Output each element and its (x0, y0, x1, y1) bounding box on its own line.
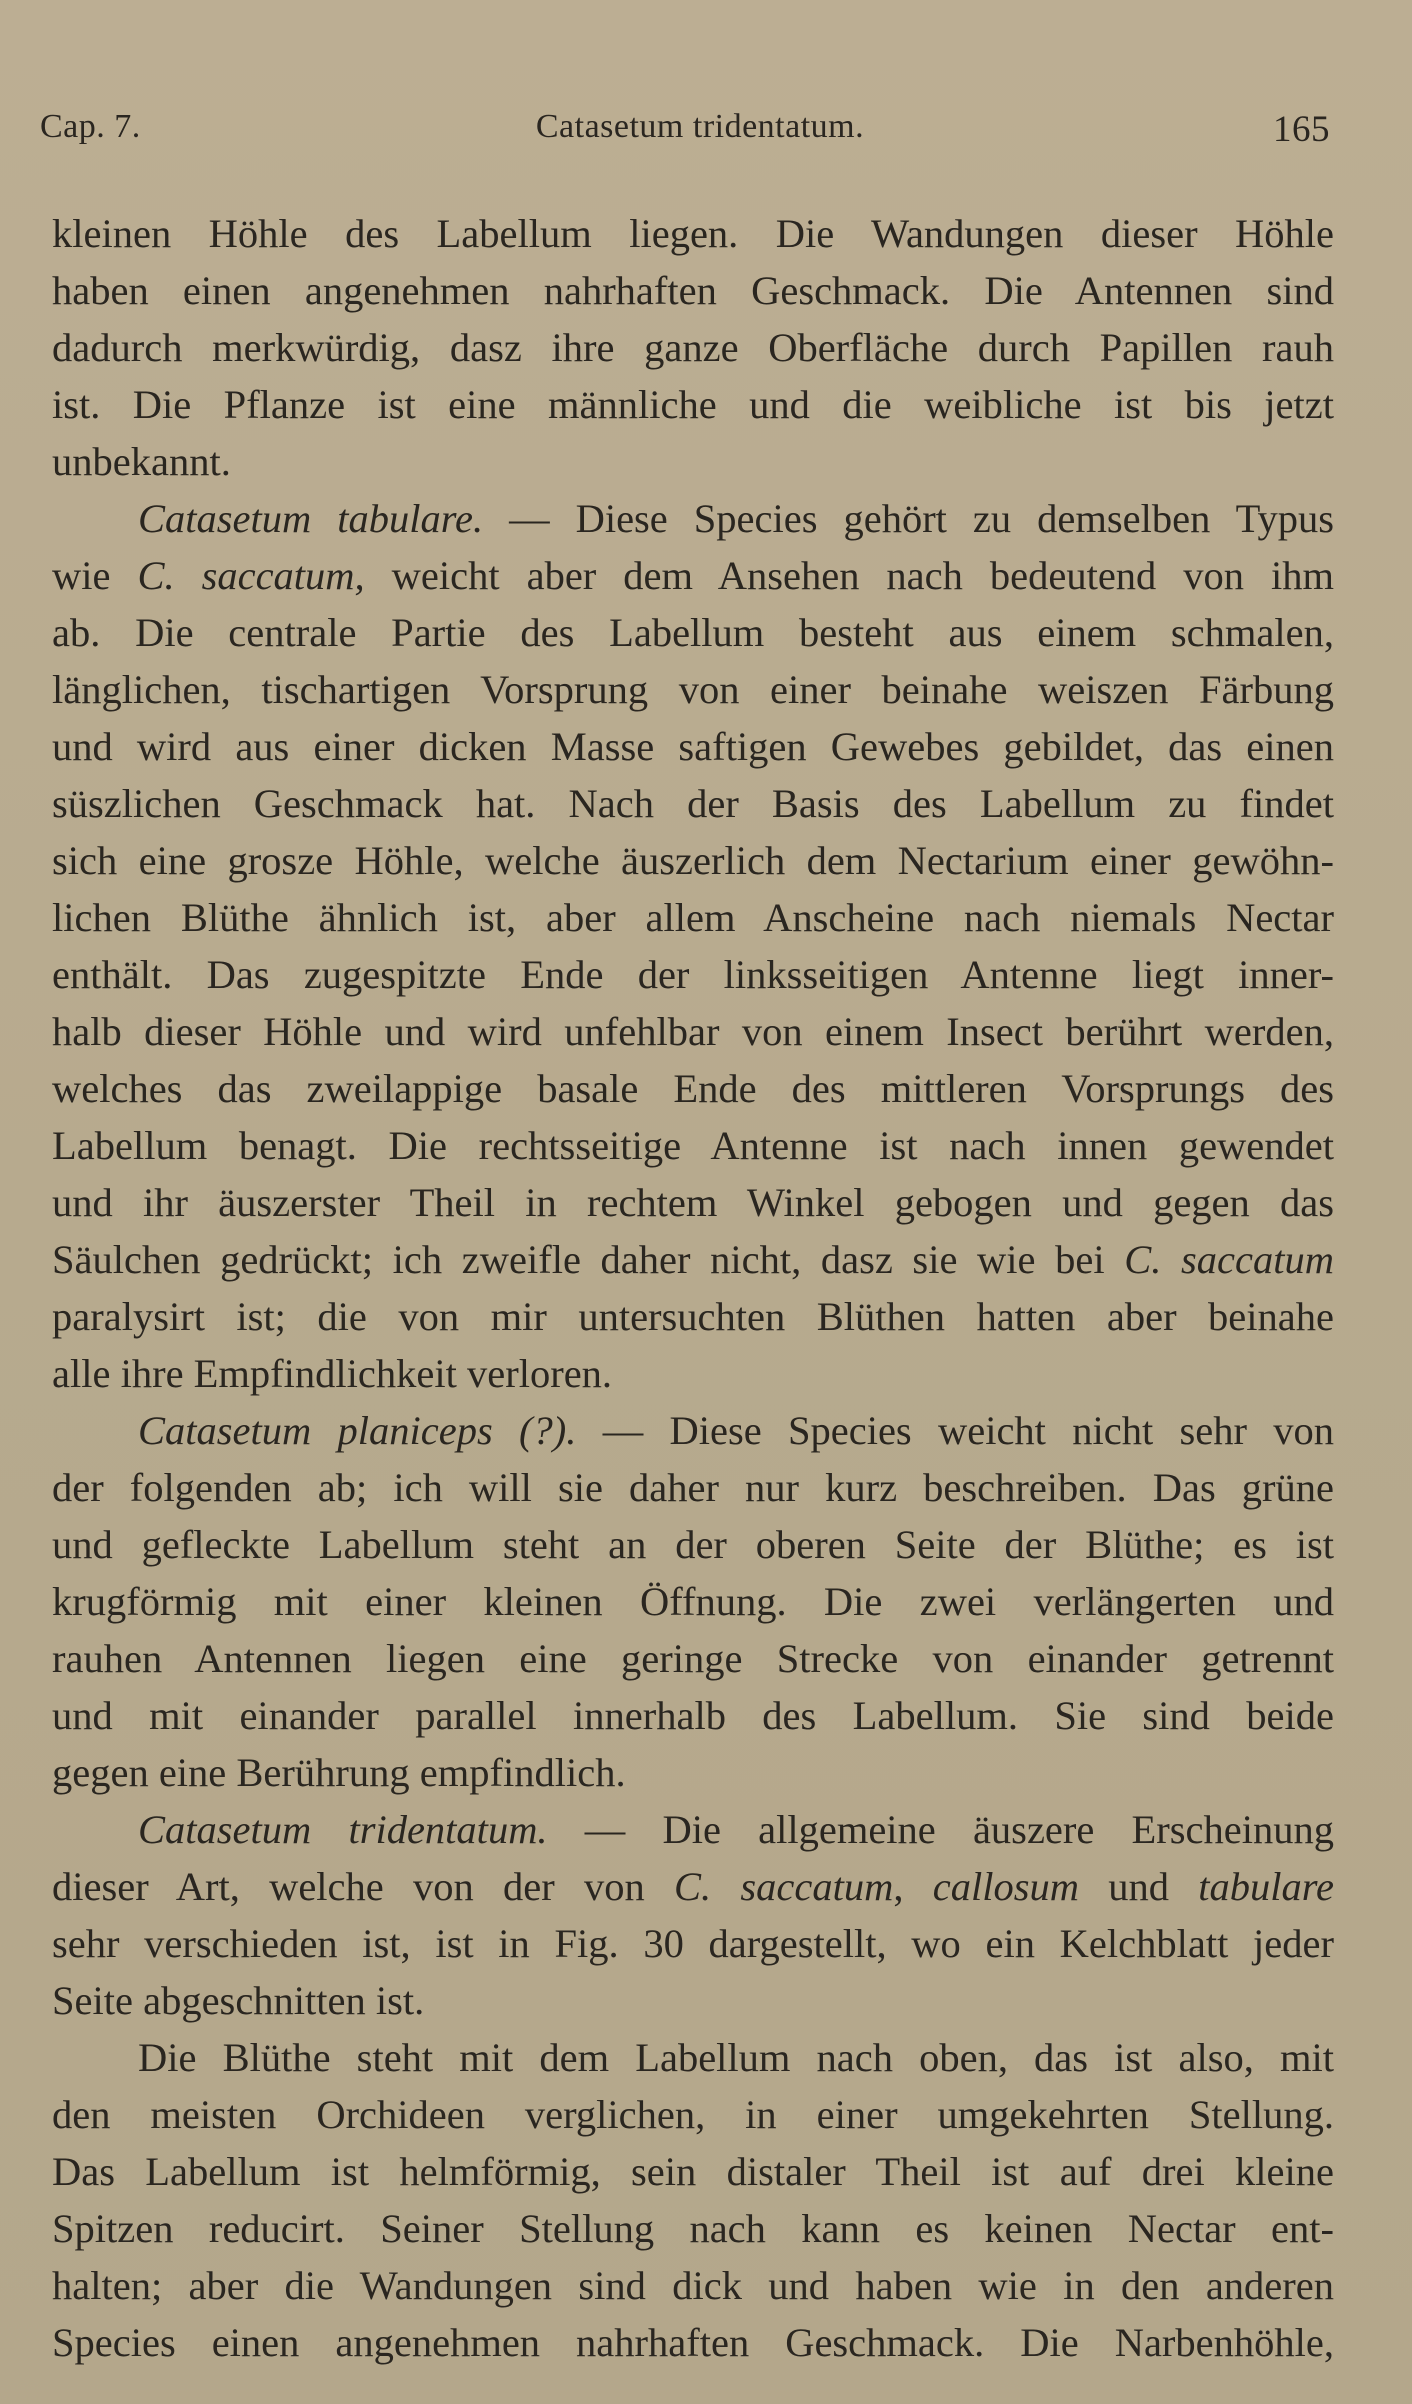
body-text (52, 205, 1334, 2371)
text-line: Spitzen reducirt. Seiner Stellung nach kann es keinen Nectar ent- (52, 2206, 1334, 2251)
text-line: sich eine grosze Höhle, welche äuszerlich dem Nectarium einer gewöhn- (52, 838, 1334, 883)
text-line: und mit einander parallel innerhalb des Labellum. Sie sind beide (52, 1693, 1334, 1738)
running-title: Catasetum tridentatum. (535, 108, 865, 145)
text-line: Catasetum tridentatum. — Die allgemeine äuszere Erscheinung (138, 1807, 1334, 1852)
text-line: Säulchen gedrückt; ich zweifle daher nicht, dasz sie wie bei C. saccatum (52, 1237, 1334, 1282)
text-line: ist. Die Pflanze ist eine männliche und die weibliche ist bis jetzt (52, 382, 1334, 427)
text-line: halten; aber die Wandungen sind dick und haben wie in den anderen (52, 2263, 1334, 2308)
text-line: ab. Die centrale Partie des Labellum besteht aus einem schmalen, (52, 610, 1334, 655)
text-line: rauhen Antennen liegen eine geringe Strecke von einander getrennt (52, 1636, 1334, 1681)
running-head (40, 108, 1330, 158)
text-line: der folgenden ab; ich will sie daher nur kurz beschreiben. Das grüne (52, 1465, 1334, 1510)
text-line: und wird aus einer dicken Masse saftigen Gewebes gebildet, das einen (52, 724, 1334, 769)
text-line: haben einen angenehmen nahrhaften Geschmack. Die Antennen sind (52, 268, 1334, 313)
paragraph (52, 205, 1334, 490)
text-line: enthält. Das zugespitzte Ende der linksseitigen Antenne liegt inner- (52, 952, 1334, 997)
text-line: Catasetum planiceps (?). — Diese Species weicht nicht sehr von (138, 1408, 1334, 1453)
text-line: lichen Blüthe ähnlich ist, aber allem Anscheine nach niemals Nectar (52, 895, 1334, 940)
text-line: und gefleckte Labellum steht an der oberen Seite der Blüthe; es ist (52, 1522, 1334, 1567)
paragraph (52, 1801, 1334, 2029)
text-line: Die Blüthe steht mit dem Labellum nach oben, das ist also, mit (138, 2035, 1334, 2080)
text-line: Catasetum tabulare. — Diese Species gehört zu demselben Typus (138, 496, 1334, 541)
text-line: Labellum benagt. Die rechtsseitige Antenne ist nach innen gewendet (52, 1123, 1334, 1168)
text-line: paralysirt ist; die von mir untersuchten Blüthen hatten aber beinahe (52, 1294, 1334, 1339)
text-line: Das Labellum ist helmförmig, sein distaler Theil ist auf drei kleine (52, 2149, 1334, 2194)
text-line: dadurch merkwürdig, dasz ihre ganze Oberfläche durch Papillen rauh (52, 325, 1334, 370)
text-line: länglichen, tischartigen Vorsprung von einer beinahe weiszen Färbung (52, 667, 1334, 712)
text-line: Species einen angenehmen nahrhaften Geschmack. Die Narbenhöhle, (52, 2320, 1334, 2365)
species-heading: Catasetum tridentatum. (138, 1807, 548, 1852)
paragraph (52, 490, 1334, 1402)
species-heading: Catasetum tabulare. (138, 496, 484, 541)
text-line: halb dieser Höhle und wird unfehlbar von einem Insect berührt werden, (52, 1009, 1334, 1054)
chapter-label: Cap. 7. (40, 108, 141, 145)
paragraph (52, 1402, 1334, 1801)
species-heading: Catasetum planiceps (?). (138, 1408, 577, 1453)
text-line: und ihr äuszerster Theil in rechtem Winkel gebogen und gegen das (52, 1180, 1334, 1225)
text-line: gegen eine Berührung empfindlich. (52, 1750, 626, 1795)
page-number: 165 (1273, 109, 1330, 150)
paragraph (52, 2029, 1334, 2371)
text-line: Seite abgeschnitten ist. (52, 1978, 425, 2023)
text-line: kleinen Höhle des Labellum liegen. Die Wandungen dieser Höhle (52, 211, 1334, 256)
text-line: unbekannt. (52, 439, 231, 484)
text-line: alle ihre Empfindlichkeit verloren. (52, 1351, 613, 1396)
text-line: welches das zweilappige basale Ende des mittleren Vorsprungs des (52, 1066, 1334, 1111)
text-line: krugförmig mit einer kleinen Öffnung. Die zwei verlängerten und (52, 1579, 1334, 1624)
text-line: wie C. saccatum, weicht aber dem Ansehen nach bedeutend von ihm (52, 553, 1335, 598)
text-line: dieser Art, welche von der von C. saccatum, callosum und tabulare (52, 1864, 1335, 1909)
text-line: sehr verschieden ist, ist in Fig. 30 dargestellt, wo ein Kelchblatt jeder (52, 1921, 1334, 1966)
text-line: den meisten Orchideen verglichen, in einer umgekehrten Stellung. (52, 2092, 1334, 2137)
text-line: süszlichen Geschmack hat. Nach der Basis des Labellum zu findet (52, 781, 1334, 826)
